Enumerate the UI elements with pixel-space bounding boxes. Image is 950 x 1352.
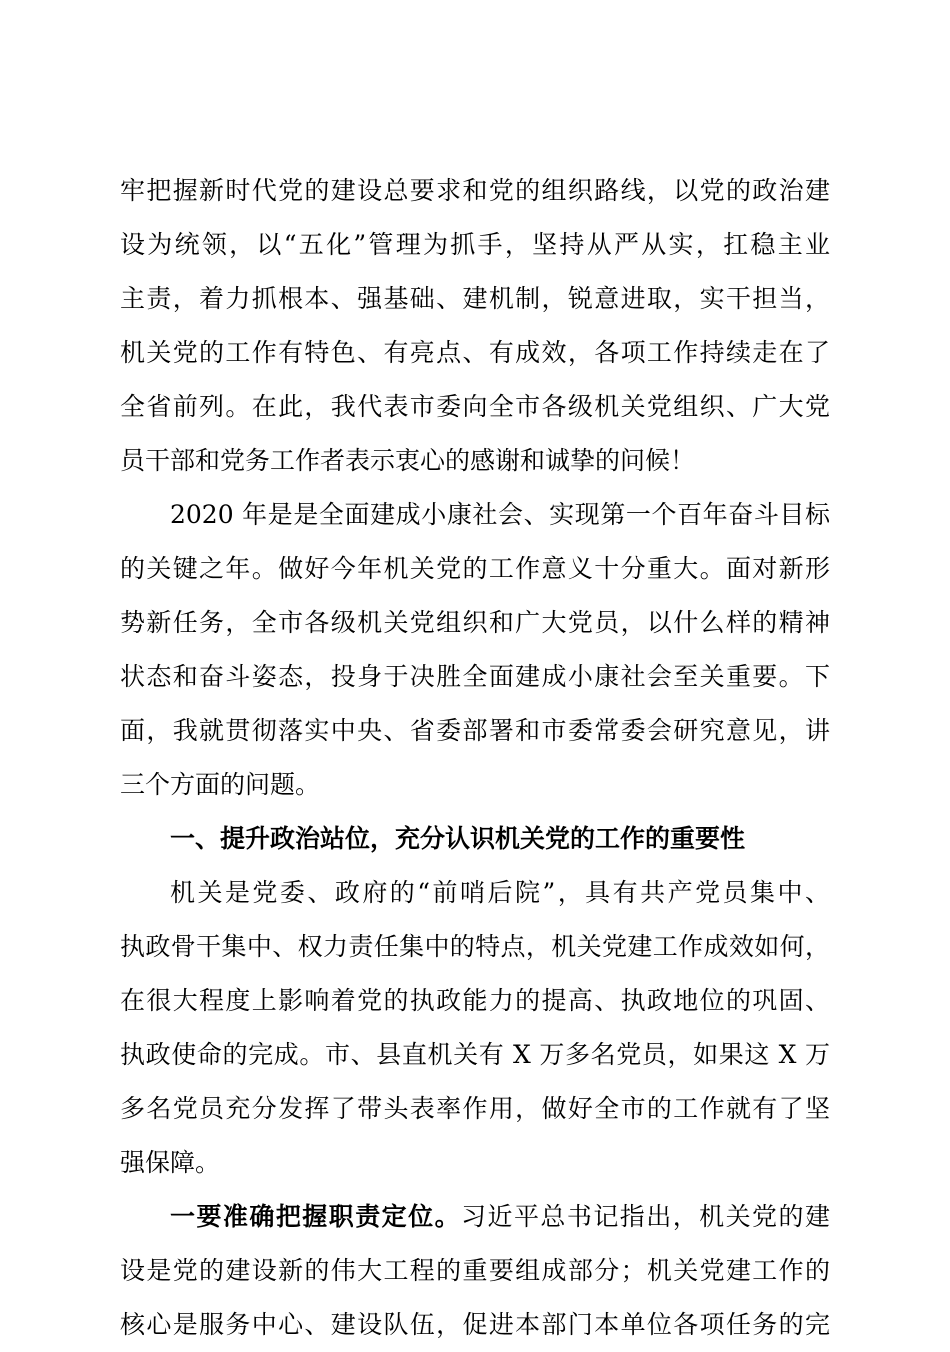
section-heading-1: 一、提升政治站位，充分认识机关党的工作的重要性: [170, 824, 746, 853]
paragraph-2-line-1: 2020 年是是全面建成小康社会、实现第一个百年奋斗目标: [170, 500, 830, 529]
paragraph-1-line-6: 员干部和党务工作者表示衷心的感谢和诚挚的问候！: [120, 446, 696, 475]
paragraph-3-line-5: 多名党员充分发挥了带头表率作用，做好全市的工作就有了坚: [120, 1094, 830, 1123]
paragraph-2-line-5: 面，我就贯彻落实中央、省委部署和市委常委会研究意见，讲: [120, 716, 830, 745]
paragraph-3-line-3: 在很大程度上影响着党的执政能力的提高、执政地位的巩固、: [120, 986, 830, 1015]
paragraph-1-line-3: 主责，着力抓根本、强基础、建机制，锐意进取，实干担当，: [120, 284, 830, 313]
paragraph-1-line-2: 设为统领，以“五化”管理为抓手，坚持从严从实，扛稳主业: [120, 230, 830, 259]
paragraph-2-line-3: 势新任务，全市各级机关党组织和广大党员，以什么样的精神: [120, 608, 830, 637]
paragraph-4-line-1: [170, 1190, 830, 1244]
paragraph-2-line-6: 三个方面的问题。: [120, 770, 321, 799]
paragraph-2-line-2: 的关键之年。做好今年机关党的工作意义十分重大。面对新形: [120, 554, 830, 583]
paragraph-1-line-1: 牢把握新时代党的建设总要求和党的组织路线，以党的政治建: [120, 176, 830, 205]
paragraph-4-first-line-rest: 习近平总书记指出，机关党的建: [461, 1202, 830, 1231]
paragraph-4-line-3: 核心是服务中心、建设队伍，促进本部门本单位各项任务的完: [120, 1310, 830, 1339]
paragraph-3-line-1: 机关是党委、政府的“前哨后院”，具有共产党员集中、: [170, 878, 830, 907]
paragraph-1-line-4: 机关党的工作有特色、有亮点、有成效，各项工作持续走在了: [120, 338, 830, 367]
paragraph-1-line-5: 全省前列。在此，我代表市委向全市各级机关党组织、广大党: [120, 392, 830, 421]
paragraph-3-line-4: 执政使命的完成。市、县直机关有 X 万多名党员，如果这 X 万: [120, 1040, 830, 1069]
paragraph-2-line-4: 状态和奋斗姿态，投身于决胜全面建成小康社会至关重要。下: [120, 662, 830, 691]
paragraph-3-line-6: 强保障。: [120, 1148, 221, 1177]
paragraph-4-line-2: 设是党的建设新的伟大工程的重要组成部分；机关党建工作的: [120, 1256, 830, 1285]
paragraph-4-bold-lead: 一要准确把握职责定位。: [170, 1202, 462, 1231]
paragraph-3-line-2: 执政骨干集中、权力责任集中的特点，机关党建工作成效如何，: [120, 932, 830, 961]
